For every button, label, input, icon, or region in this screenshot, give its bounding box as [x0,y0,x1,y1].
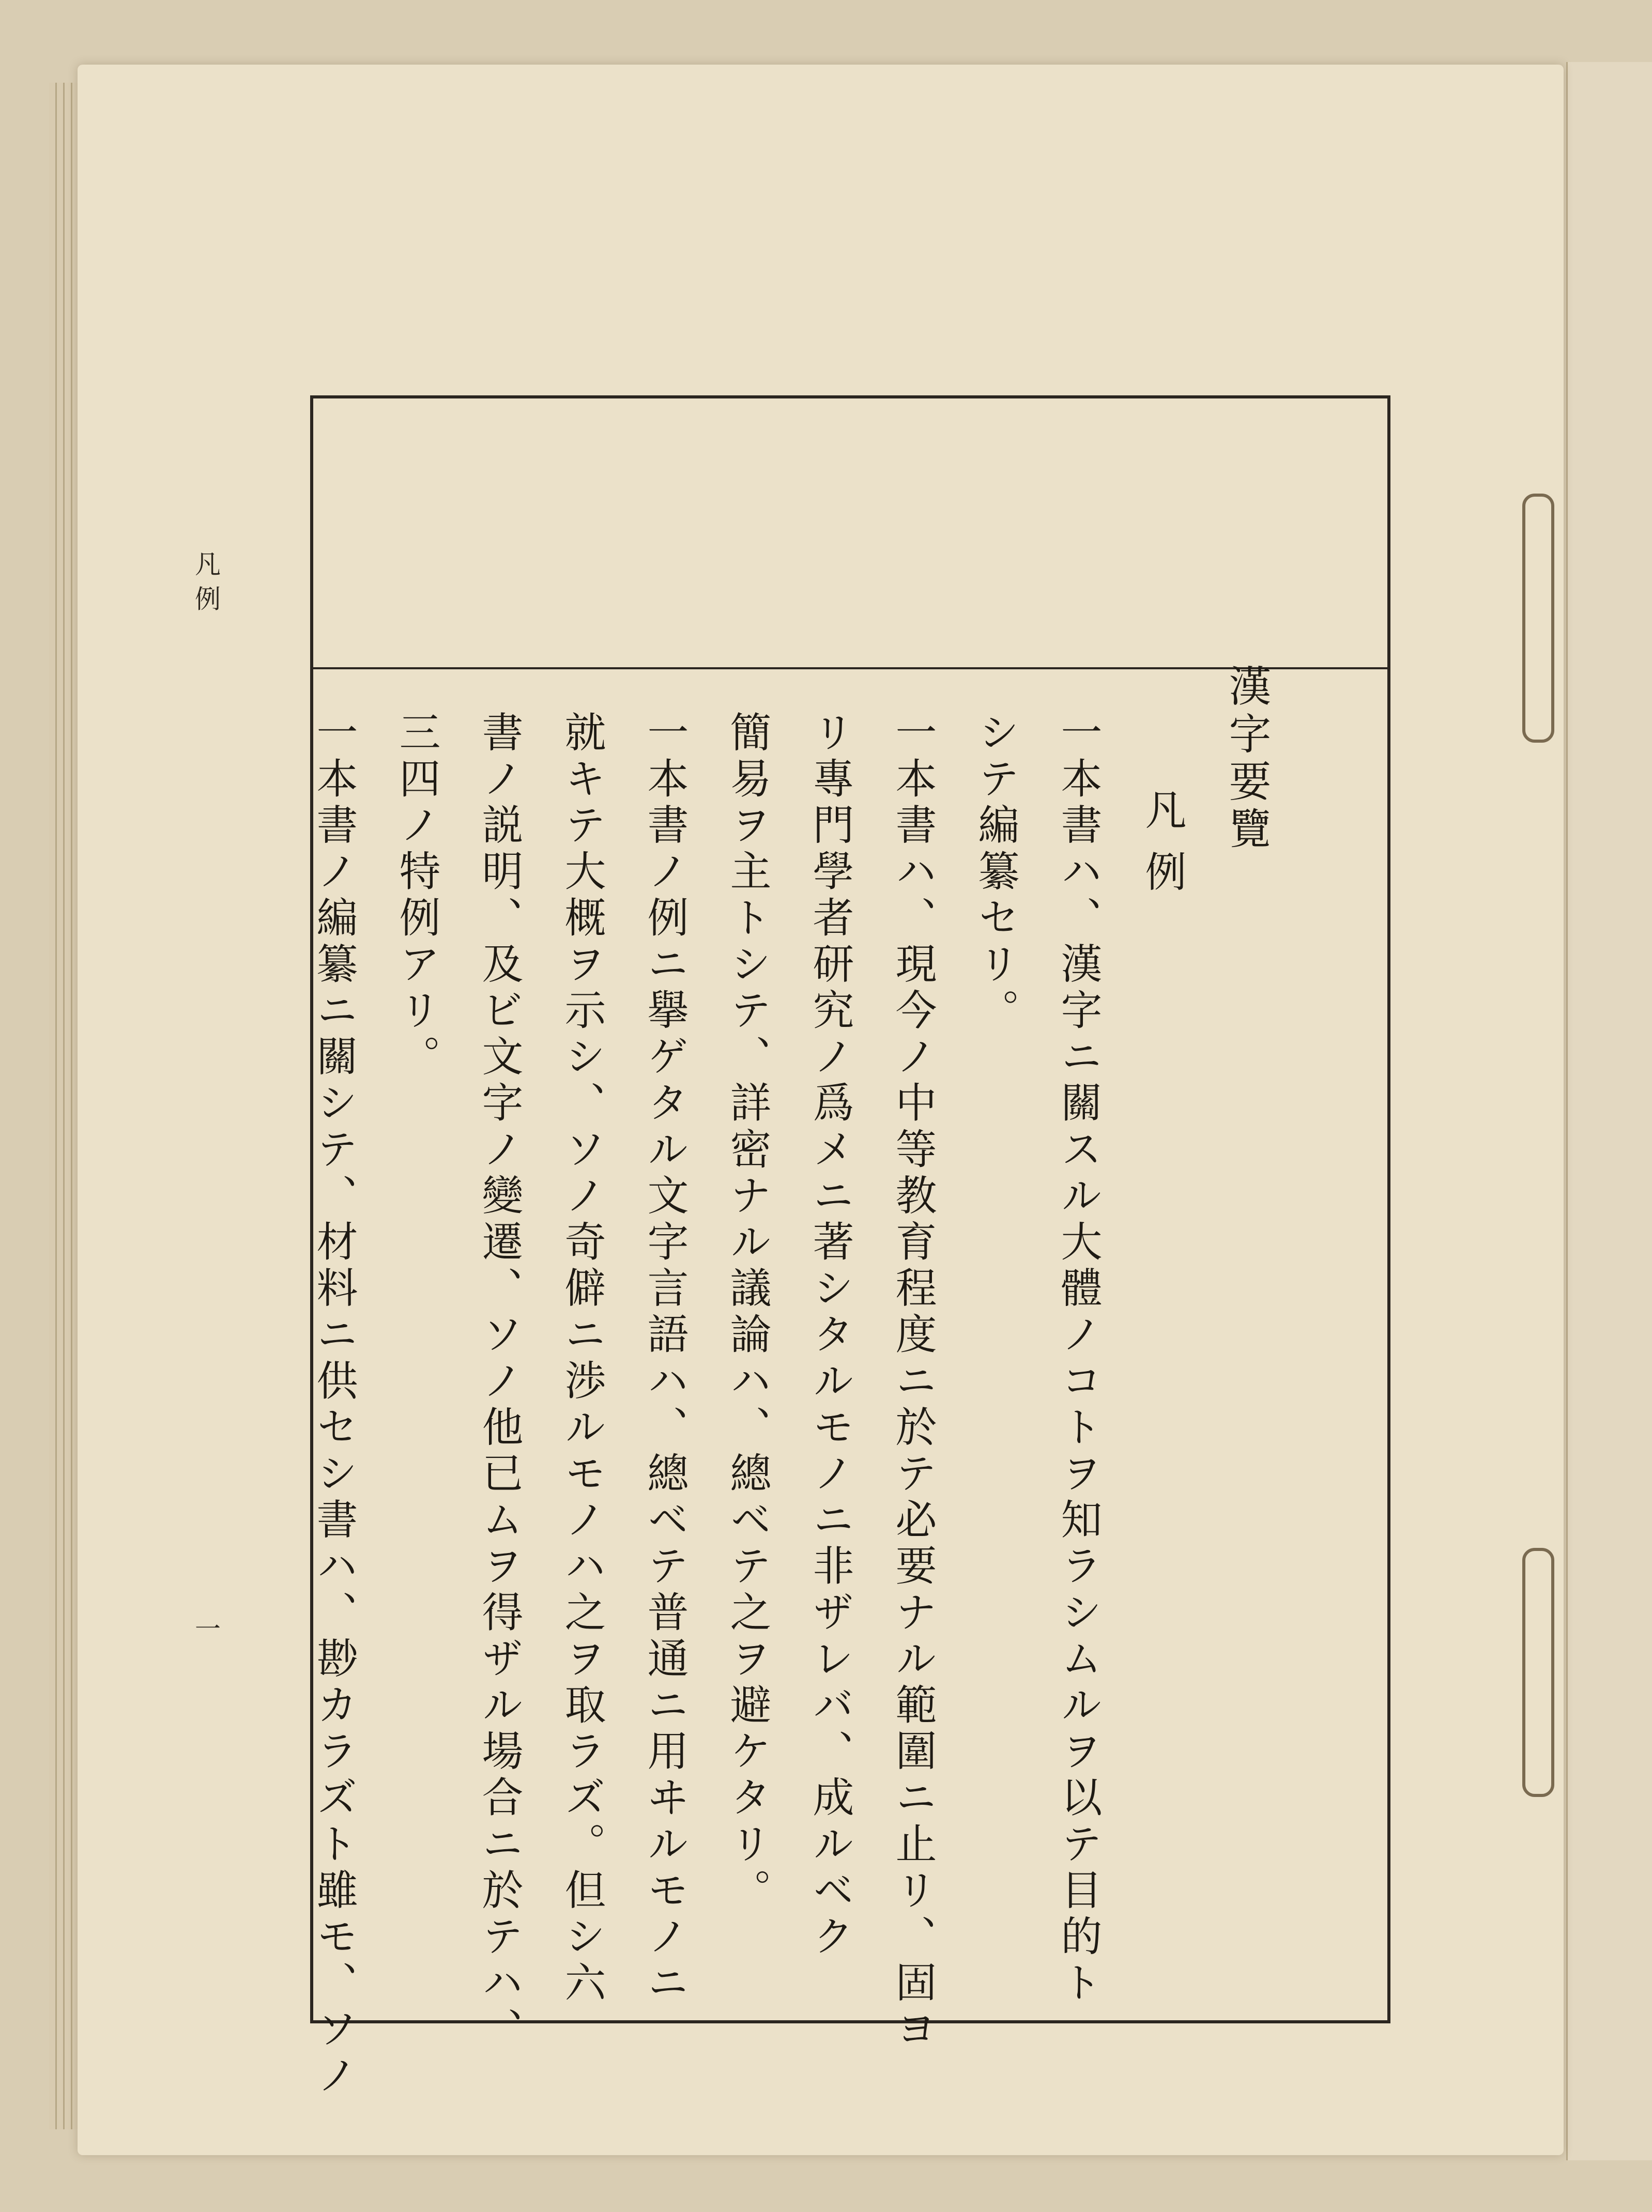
text-column: 一本書ハ、現今ノ中等教育程度ニ於テ必要ナル範圍ニ止リ、固ヨ [889,711,937,2054]
document-title: 漢字要覽 [1222,664,1271,854]
binding-stitch [1522,1548,1554,1797]
text-column: 一本書ノ例ニ擧ゲタル文字言語ハ、總ベテ普通ニ用ヰルモノニ [640,711,689,2007]
text-column: 三四ノ特例アリ。 [392,711,440,1081]
book-page [78,65,1564,2155]
text-column: リ專門學者研究ノ爲メニ著シタルモノニ非ザレバ、成ルベク [806,711,854,1961]
text-column: 簡易ヲ主トシテ、詳密ナル議論ハ、總ベテ之ヲ避ケタリ。 [723,711,771,1915]
text-column: シテ編纂セリ。 [971,711,1019,1035]
text-column: 一本書ハ、漢字ニ關スル大體ノコトヲ知ラシムルヲ以テ目的ト [1054,711,1102,2007]
running-header-title: 凡例 [191,550,221,620]
section-heading: 凡例 [1138,788,1186,912]
page-number: 一 [191,1615,221,1650]
facing-page-edge [1566,62,1652,2160]
text-column: 書ノ説明、及ビ文字ノ變遷、ソノ他已ムヲ得ザル場合ニ於テハ、 [475,711,523,2054]
binding-stitch [1522,494,1554,743]
text-column: 一本書ノ編纂ニ關シテ、材料ニ供セシ書ハ、尠カラズト雖モ、ソノ [310,711,358,2100]
text-column: 就キテ大概ヲ示シ、ソノ奇僻ニ渉ルモノハ之ヲ取ラズ。但シ六 [558,711,606,2007]
